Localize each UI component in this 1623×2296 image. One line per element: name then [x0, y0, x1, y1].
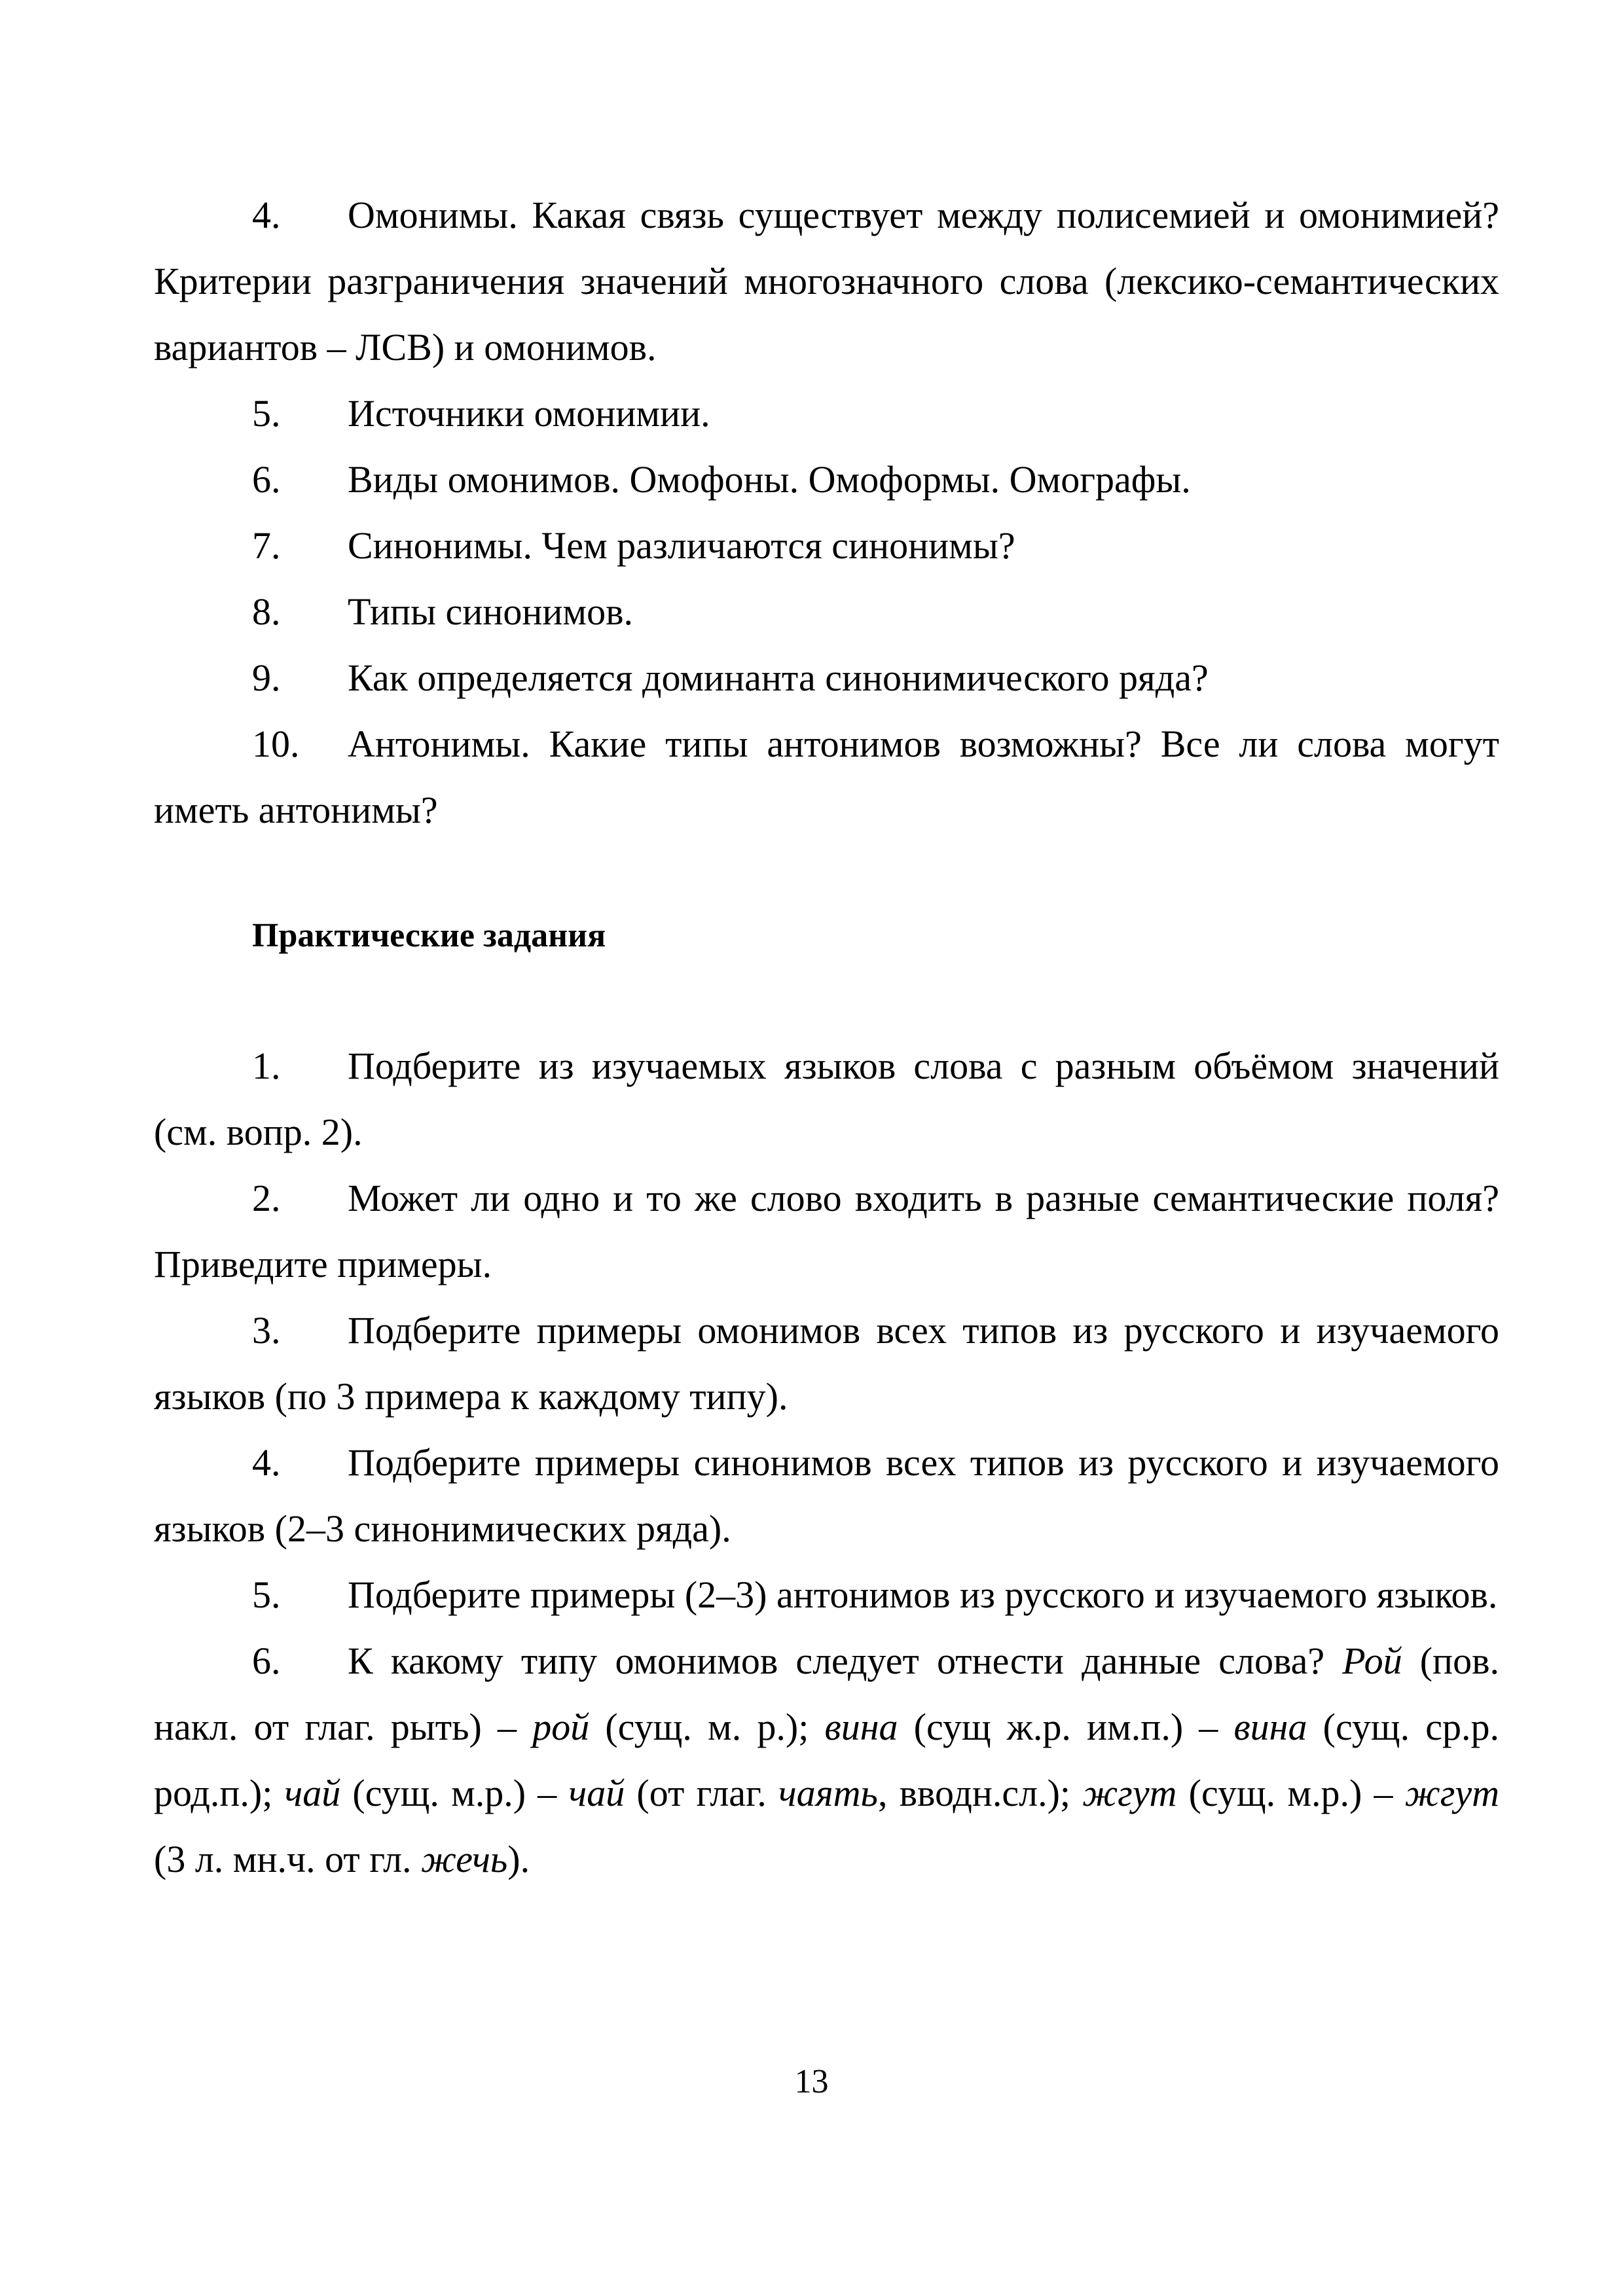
page-number: 13: [794, 2063, 829, 2100]
task-item: [154, 1165, 1499, 1297]
question-text: Антонимы. Какие типы антонимов возможны? Все ли слова могут иметь антонимы?: [154, 723, 1499, 831]
task-number: 4.: [252, 1441, 281, 1484]
task-number: 6.: [252, 1640, 281, 1682]
question-text: Виды омонимов. Омофоны. Омоформы. Омографы.: [348, 458, 1191, 501]
question-number: 8.: [252, 590, 281, 633]
example-word: чай: [568, 1772, 625, 1814]
example-word: вина: [824, 1706, 898, 1748]
task-item: [154, 1033, 1499, 1165]
section-heading: Практические задания: [252, 917, 606, 954]
task-text-plain: К какому типу омонимов следует отнести данные слова?: [348, 1640, 1343, 1682]
example-word: жечь: [421, 1838, 508, 1880]
example-word: чаять: [778, 1772, 878, 1814]
task-text-plain: (сущ. м.р.) –: [1176, 1772, 1405, 1814]
question-number: 5.: [252, 392, 281, 435]
example-word: жгут: [1082, 1772, 1177, 1814]
task-text-plain: (от глаг.: [625, 1772, 779, 1814]
question-number: 10.: [252, 723, 300, 765]
task-number: 5.: [252, 1573, 281, 1616]
task-text-plain: (сущ. м. р.);: [589, 1706, 825, 1748]
task-text-plain: (сущ. ср.р. род.п.);: [154, 1706, 1500, 1814]
task-item: [154, 1429, 1499, 1562]
question-number: 9.: [252, 656, 281, 699]
question-text: Синонимы. Чем различаются синонимы?: [348, 524, 1015, 567]
question-number: 6.: [252, 458, 281, 501]
task-item: [154, 1628, 1499, 1892]
question-item: [154, 711, 1499, 843]
example-word: чай: [284, 1772, 341, 1814]
question-text: Источники омонимии.: [348, 392, 710, 435]
task-text: Подберите примеры (2–3) антонимов из русского и изучаемого языков.: [348, 1573, 1498, 1616]
example-word: жгут: [1404, 1772, 1499, 1814]
question-item: [154, 446, 1499, 512]
question-item: [154, 182, 1499, 380]
question-text: Как определяется доминанта синонимического ряда?: [348, 656, 1209, 699]
task-text-plain: (сущ ж.р. им.п.) –: [898, 1706, 1234, 1748]
question-text: Омонимы. Какая связь существует между полисемией и омонимией? Критерии разграничения значений многозначного слова (лексико-семантических вариантов – ЛСВ) и омонимов.: [154, 194, 1499, 368]
task-text-plain: (сущ. м.р.) –: [340, 1772, 569, 1814]
question-number: 4.: [252, 194, 281, 236]
task-text-plain: (пов. накл. от глаг. рыть) –: [154, 1640, 1499, 1748]
question-text: Типы синонимов.: [348, 590, 634, 633]
task-text: Может ли одно и то же слово входить в разные семантические поля? Приведите примеры.: [154, 1177, 1499, 1285]
task-number: 2.: [252, 1177, 281, 1219]
question-item: [154, 579, 1499, 645]
task-item: [154, 1297, 1499, 1429]
example-word: рой: [532, 1706, 590, 1748]
example-word: Рой: [1342, 1640, 1402, 1682]
task-text-plain: , вводн.сл.);: [877, 1772, 1083, 1814]
questions-list: [154, 182, 1499, 843]
question-item: [154, 380, 1499, 446]
task-number: 1.: [252, 1045, 281, 1087]
task-text: Подберите из изучаемых языков слова с разным объёмом значений (см. вопр. 2).: [154, 1045, 1499, 1153]
task-text-plain: (3 л. мн.ч. от гл.: [154, 1838, 422, 1880]
task-number: 3.: [252, 1309, 281, 1352]
task-text: Подберите примеры омонимов всех типов из русского и изучаемого языков (по 3 примера к каждому типу).: [154, 1309, 1499, 1418]
task-item: [154, 1562, 1499, 1628]
example-word: вина: [1233, 1706, 1307, 1748]
question-item: [154, 645, 1499, 711]
question-item: [154, 512, 1499, 579]
task-text-plain: ).: [507, 1838, 530, 1880]
question-number: 7.: [252, 524, 281, 567]
tasks-list: [154, 1033, 1499, 1892]
task-text: Подберите примеры синонимов всех типов из русского и изучаемого языков (2–3 синонимических ряда).: [154, 1441, 1499, 1550]
